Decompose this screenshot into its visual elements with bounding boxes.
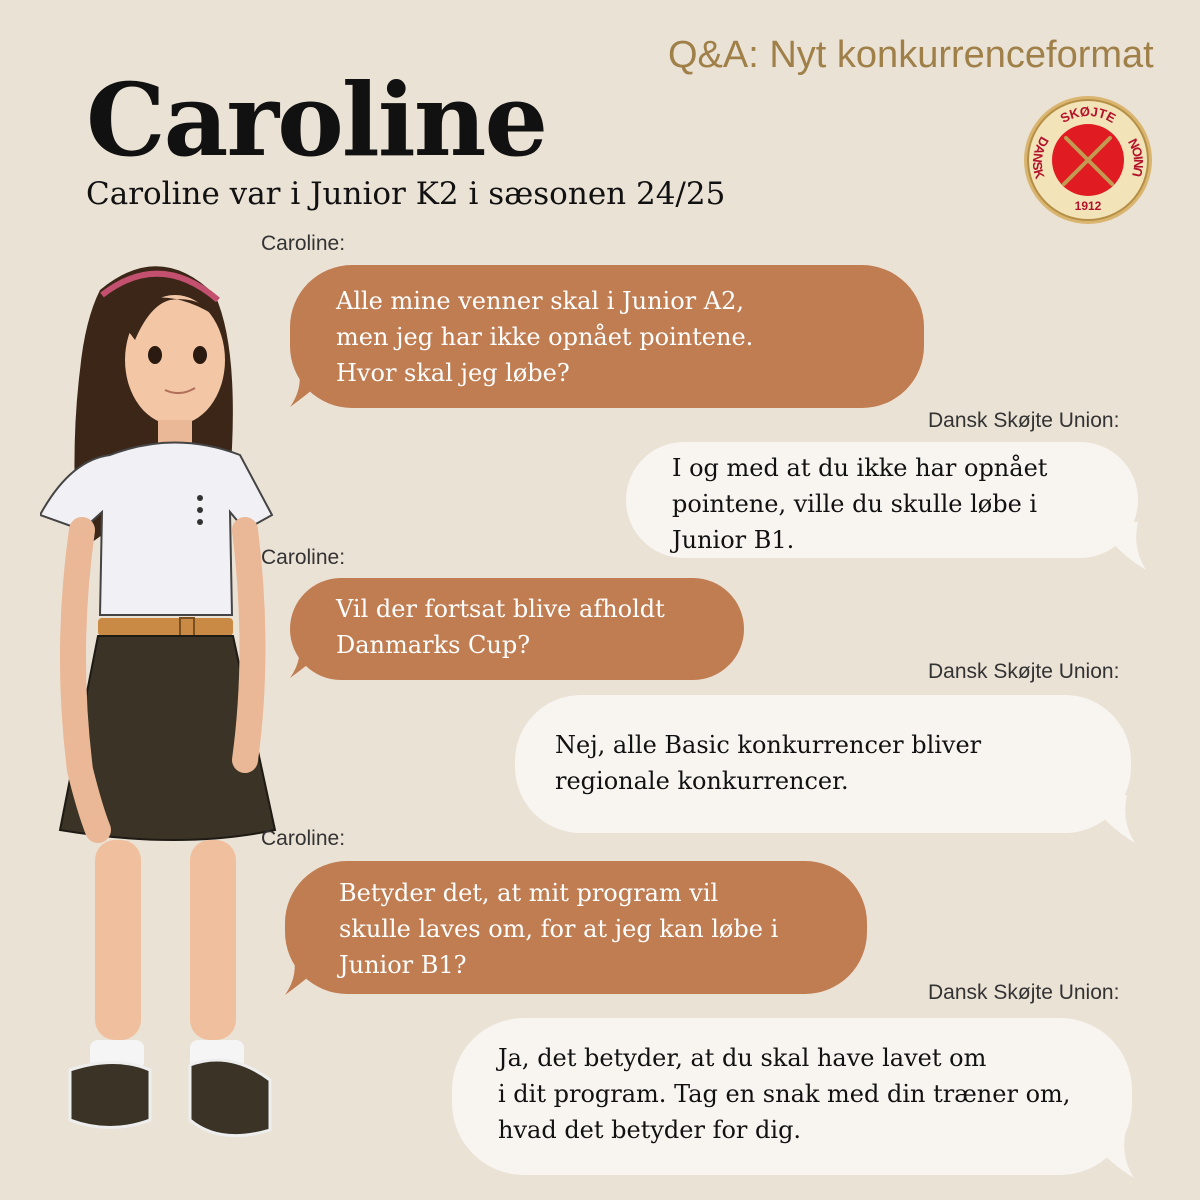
speaker-label: Caroline: bbox=[261, 232, 346, 255]
girl-illustration bbox=[40, 250, 300, 1150]
svg-text:SKØJTE: SKØJTE bbox=[1057, 103, 1119, 126]
speaker-label: Caroline: bbox=[261, 827, 346, 850]
svg-text:1912: 1912 bbox=[1074, 199, 1102, 213]
chat-bubble: Nej, alle Basic konkurrencer bliver regionale konkurrencer. bbox=[515, 695, 1131, 833]
speaker-label: Dansk Skøjte Union: bbox=[928, 981, 1120, 1004]
chat-bubble: Betyder det, at mit program vil skulle laves om, for at jeg kan løbe i Junior B1? bbox=[285, 861, 867, 994]
message-dsu bbox=[515, 695, 1131, 833]
message-dsu bbox=[452, 1018, 1132, 1175]
chat-bubble: Vil der fortsat blive afholdt Danmarks Cup? bbox=[290, 578, 744, 680]
page-title: Caroline bbox=[86, 61, 547, 179]
page-subtitle: Caroline var i Junior K2 i sæsonen 24/25 bbox=[86, 176, 726, 212]
chat-bubble: Alle mine venner skal i Junior A2, men jeg har ikke opnået pointene. Hvor skal jeg løbe? bbox=[290, 265, 924, 408]
message-caroline bbox=[290, 578, 744, 680]
message-dsu bbox=[626, 442, 1138, 558]
speaker-label: Dansk Skøjte Union: bbox=[928, 409, 1120, 432]
message-caroline bbox=[290, 265, 924, 408]
speaker-label: Caroline: bbox=[261, 546, 346, 569]
dsu-logo bbox=[1022, 94, 1154, 226]
chat-bubble: I og med at du ikke har opnået pointene, ville du skulle løbe i Junior B1. bbox=[626, 442, 1138, 558]
svg-text:DANSK: DANSK bbox=[1029, 134, 1052, 181]
message-caroline bbox=[285, 861, 867, 994]
speaker-label: Dansk Skøjte Union: bbox=[928, 660, 1120, 683]
header-label: Q&A: Nyt konkurrenceformat bbox=[668, 34, 1154, 76]
chat-bubble: Ja, det betyder, at du skal have lavet om i dit program. Tag en snak med din træner om, hvad det betyder for dig. bbox=[452, 1018, 1132, 1175]
svg-text:UNION: UNION bbox=[1125, 136, 1147, 179]
